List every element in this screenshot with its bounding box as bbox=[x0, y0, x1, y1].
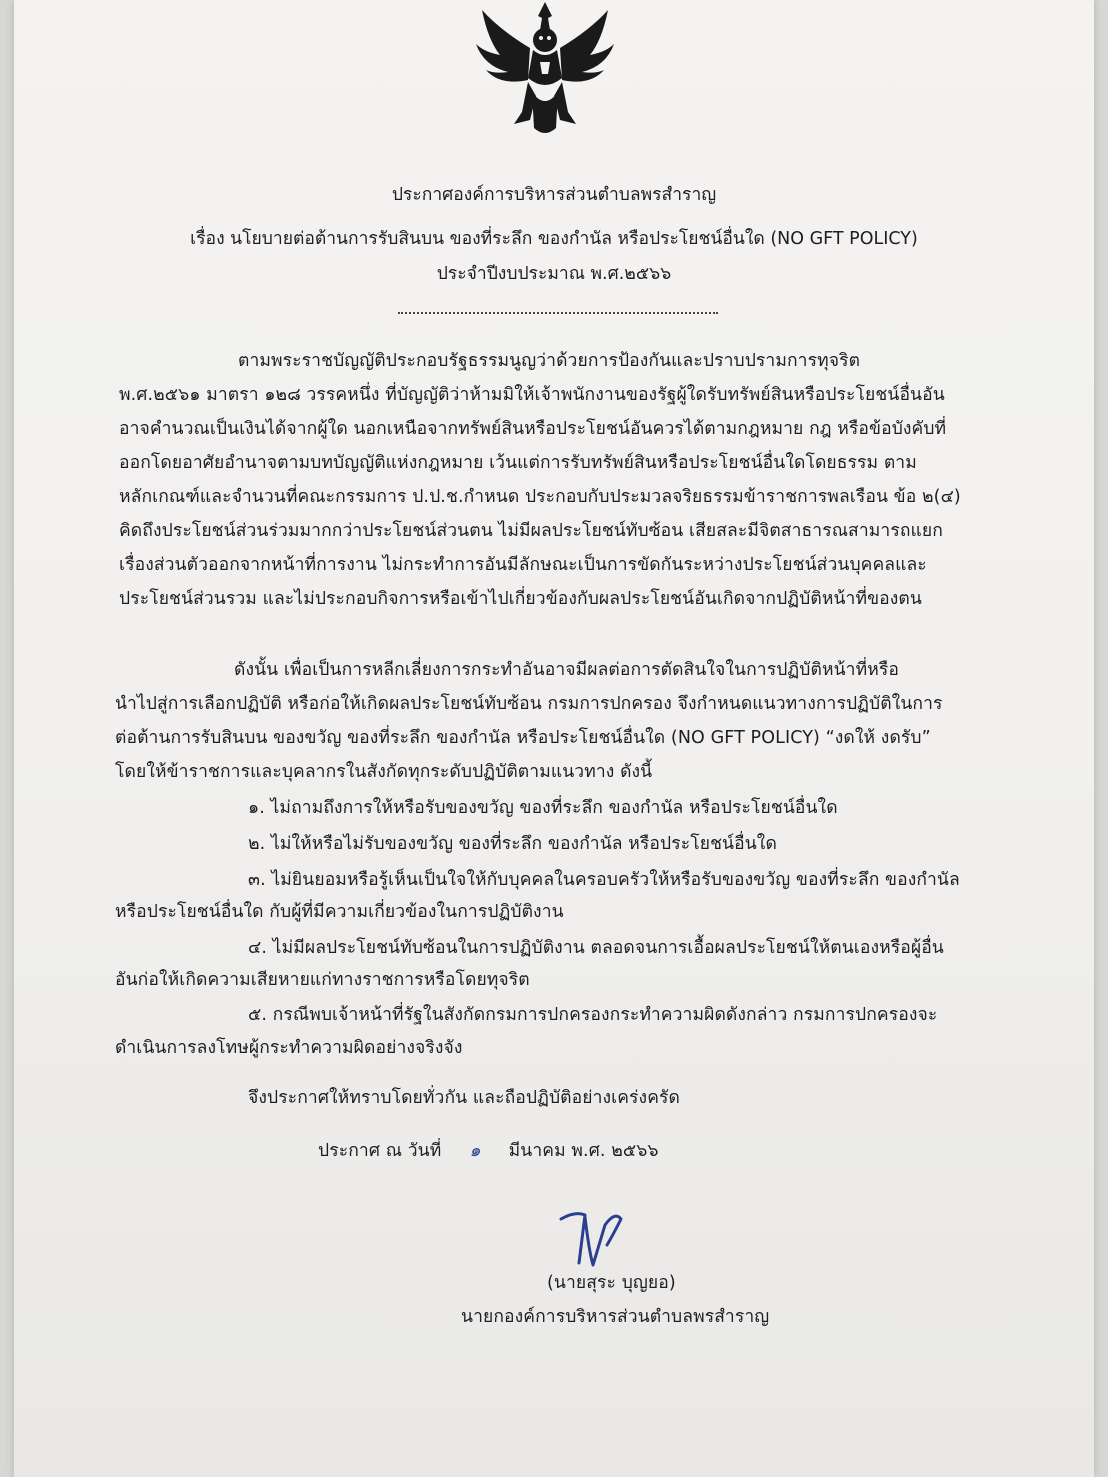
signer-name: (นายสุระ บุญยอ) bbox=[547, 1273, 676, 1293]
header-line-1: ประกาศองค์การบริหารส่วนตำบลพรสำราญ bbox=[391, 185, 717, 205]
para1-line: คิดถึงประโยชน์ส่วนร่วมมากกว่าประโยชน์ส่วนตน ไม่มีผลประโยชน์ทับซ้อน เสียสละมีจิตสาธารณสามารถแยก bbox=[119, 521, 943, 541]
para1-line: หลักเกณฑ์และจำนวนที่คณะกรรมการ ป.ป.ช.กำหนด ประกอบกับประมวลจริยธรรมข้าราชการพลเรือน ข้อ ๒(๔) bbox=[119, 487, 961, 507]
para1-line: เรื่องส่วนตัวออกจากหน้าที่การงาน ไม่กระทำการอันมีลักษณะเป็นการขัดกันระหว่างประโยชน์ส่วนบุคคลและ bbox=[119, 555, 927, 575]
garuda-emblem-icon bbox=[470, 0, 620, 140]
para1-line: อาจคำนวณเป็นเงินได้จากผู้ใด นอกเหนือจากทรัพย์สินหรือประโยชน์อันควรได้ตามกฎหมาย กฎ หรือข้อบังคับที่ bbox=[119, 419, 947, 439]
list-item-continued: หรือประโยชน์อื่นใด กับผู้ที่มีความเกี่ยวข้องในการปฏิบัติงาน bbox=[115, 902, 564, 922]
closing-statement: จึงประกาศให้ทราบโดยทั่วกัน และถือปฏิบัติอย่างเคร่งครัด bbox=[248, 1088, 680, 1108]
dotted-divider bbox=[398, 312, 718, 314]
list-item: ๕. กรณีพบเจ้าหน้าที่รัฐในสังกัดกรมการปกครองกระทำความผิดดังกล่าว กรมการปกครองจะ bbox=[248, 1005, 938, 1025]
para2-line: โดยให้ข้าราชการและบุคลากรในสังกัดทุกระดับปฏิบัติตามแนวทาง ดังนี้ bbox=[115, 762, 653, 782]
handwritten-signature-icon bbox=[555, 1205, 635, 1275]
para1-line: พ.ศ.๒๕๖๑ มาตรา ๑๒๘ วรรคหนึ่ง ที่บัญญัติว่าห้ามมิให้เจ้าพนักงานของรัฐผู้ใดรับทรัพย์สินหรือประโยชน์อื่นอัน bbox=[119, 385, 945, 405]
para2-line: ต่อต้านการรับสินบน ของขวัญ ของที่ระลึก ของกำนัล หรือประโยชน์อื่นใด (NO GFT POLICY) “งดให้ งดรับ” bbox=[115, 728, 931, 748]
list-item: ๒. ไม่ให้หรือไม่รับของขวัญ ของที่ระลึก ของกำนัล หรือประโยชน์อื่นใด bbox=[248, 834, 777, 854]
list-item-continued: อันก่อให้เกิดความเสียหายแก่ทางราชการหรือโดยทุจริต bbox=[115, 970, 530, 990]
para2-line: ดังนั้น เพื่อเป็นการหลีกเลี่ยงการกระทำอันอาจมีผลต่อการตัดสินใจในการปฏิบัติหน้าที่หรือ bbox=[234, 660, 899, 680]
list-item: ๔. ไม่มีผลประโยชน์ทับซ้อนในการปฏิบัติงาน ตลอดจนการเอื้อผลประโยชน์ให้ตนเองหรือผู้อื่น bbox=[248, 938, 944, 958]
list-item-continued: ดำเนินการลงโทษผู้กระทำความผิดอย่างจริงจัง bbox=[115, 1038, 463, 1058]
para1-line: ตามพระราชบัญญัติประกอบรัฐธรรมนูญว่าด้วยการป้องกันและปราบปรามการทุจริต bbox=[238, 351, 861, 371]
header-line-2: เรื่อง นโยบายต่อต้านการรับสินบน ของที่ระลึก ของกำนัล หรือประโยชน์อื่นใด (NO GFT POLICY) bbox=[190, 229, 918, 249]
date-month-year: มีนาคม พ.ศ. ๒๕๖๖ bbox=[508, 1141, 659, 1161]
date-prefix: ประกาศ ณ วันที่ bbox=[318, 1141, 442, 1161]
list-item: ๑. ไม่ถามถึงการให้หรือรับของขวัญ ของที่ระลึก ของกำนัล หรือประโยชน์อื่นใด bbox=[248, 798, 838, 818]
para1-line: ออกโดยอาศัยอำนาจตามบทบัญญัติแห่งกฎหมาย เว้นแต่การรับทรัพย์สินหรือประโยชน์อื่นใดโดยธรรม ตาม bbox=[119, 453, 917, 473]
announcement-date bbox=[318, 1136, 659, 1164]
date-day: ๑ bbox=[469, 1141, 481, 1161]
list-item: ๓. ไม่ยินยอมหรือรู้เห็นเป็นใจให้กับบุคคลในครอบครัวให้หรือรับของขวัญ ของที่ระลึก ของกำนัล bbox=[248, 870, 960, 890]
para2-line: นำไปสู่การเลือกปฏิบัติ หรือก่อให้เกิดผลประโยชน์ทับซ้อน กรมการปกครอง จึงกำหนดแนวทางการปฏิบัติในการ bbox=[115, 694, 943, 714]
signer-title: นายกองค์การบริหารส่วนตำบลพรสำราญ bbox=[461, 1307, 770, 1327]
header-line-3: ประจำปีงบประมาณ พ.ศ.๒๕๖๖ bbox=[436, 264, 672, 284]
para1-line: ประโยชน์ส่วนรวม และไม่ประกอบกิจการหรือเข้าไปเกี่ยวข้องกับผลประโยชน์อันเกิดจากปฏิบัติหน้าที่ของตน bbox=[119, 589, 922, 609]
